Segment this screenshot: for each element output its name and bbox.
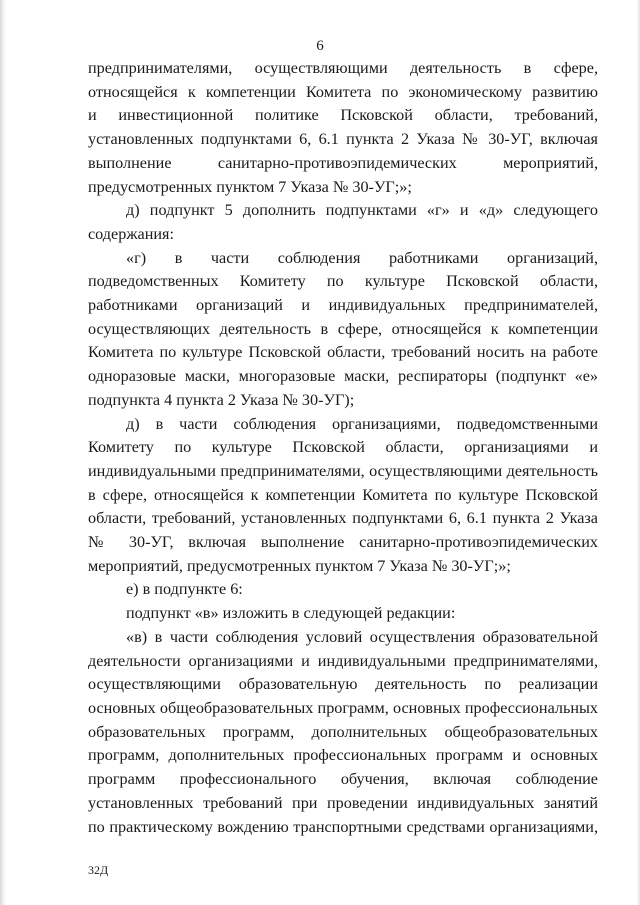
text-line: д) подпункт 5 дополнить подпунктами «г» и «д» следующего (126, 201, 598, 220)
scan-edge-left (0, 0, 6, 905)
text-line: индивидуальными предпринимателями, осуществляющими деятельность (88, 461, 598, 480)
text-line: работниками организаций и индивидуальных предпринимателей, (88, 296, 598, 315)
text-line: области, требований, установленных подпунктами 6, 6.1 пункта 2 Указа (88, 509, 598, 528)
text-line: программ, дополнительных профессиональных программ и основных (88, 746, 598, 765)
page-number: 6 (316, 38, 324, 54)
text-line: подпункта 4 пункта 2 Указа № 30-УГ); (88, 390, 355, 409)
text-line: деятельности организациями и индивидуальными предпринимателями, (88, 651, 598, 670)
text-line: № 30-УГ, включая выполнение санитарно-противоэпидемических (88, 533, 598, 552)
text-line: подведомственных Комитету по культуре Псковской области, (88, 272, 598, 291)
footer-code: 32Д (88, 863, 109, 877)
text-line: «в) в части соблюдения условий осуществления образовательной (126, 627, 598, 646)
text-line: Комитету по культуре Псковской области, организациями и (88, 438, 598, 457)
text-line: мероприятий, предусмотренных пунктом 7 Указа № 30-УГ;»; (88, 556, 511, 575)
document-body (88, 57, 598, 839)
text-line: предусмотренных пунктом 7 Указа № 30-УГ;»; (88, 177, 412, 196)
text-line: подпункт «в» изложить в следующей редакции: (126, 604, 456, 623)
text-line: осуществляющими образовательную деятельность по реализации (88, 675, 598, 694)
text-line: Комитета по культуре Псковской области, требований носить на работе (88, 343, 598, 362)
text-line: относящейся к компетенции Комитета по экономическому развитию (88, 82, 598, 101)
text-line: по практическому вождению транспортными средствами организациями, (88, 817, 598, 836)
text-line: и инвестиционной политике Псковской области, требований, (88, 106, 598, 125)
text-line: «г) в части соблюдения работниками организаций, (126, 248, 598, 267)
text-line: образовательных программ, дополнительных общеобразовательных (88, 722, 598, 741)
text-line: одноразовые маски, многоразовые маски, респираторы (подпункт «е» (88, 367, 598, 386)
text-line: основных общеобразовательных программ, основных профессиональных (88, 698, 598, 717)
text-line: содержания: (88, 224, 174, 243)
text-line: осуществляющих деятельность в сфере, относящейся к компетенции (88, 319, 598, 338)
text-line: выполнение санитарно-противоэпидемических мероприятий, (88, 153, 598, 172)
text-line: установленных подпунктами 6, 6.1 пункта 2 Указа № 30-УГ, включая (88, 130, 598, 149)
text-line: установленных требований при проведении индивидуальных занятий (88, 793, 598, 812)
text-line: предпринимателями, осуществляющими деятельность в сфере, (88, 59, 598, 77)
text-line: в сфере, относящейся к компетенции Комитета по культуре Псковской (88, 485, 598, 504)
text-line: е) в подпункте 6: (126, 580, 243, 599)
text-line: программ профессионального обучения, включая соблюдение (88, 770, 598, 789)
text-line: д) в части соблюдения организациями, подведомственными (126, 414, 598, 433)
